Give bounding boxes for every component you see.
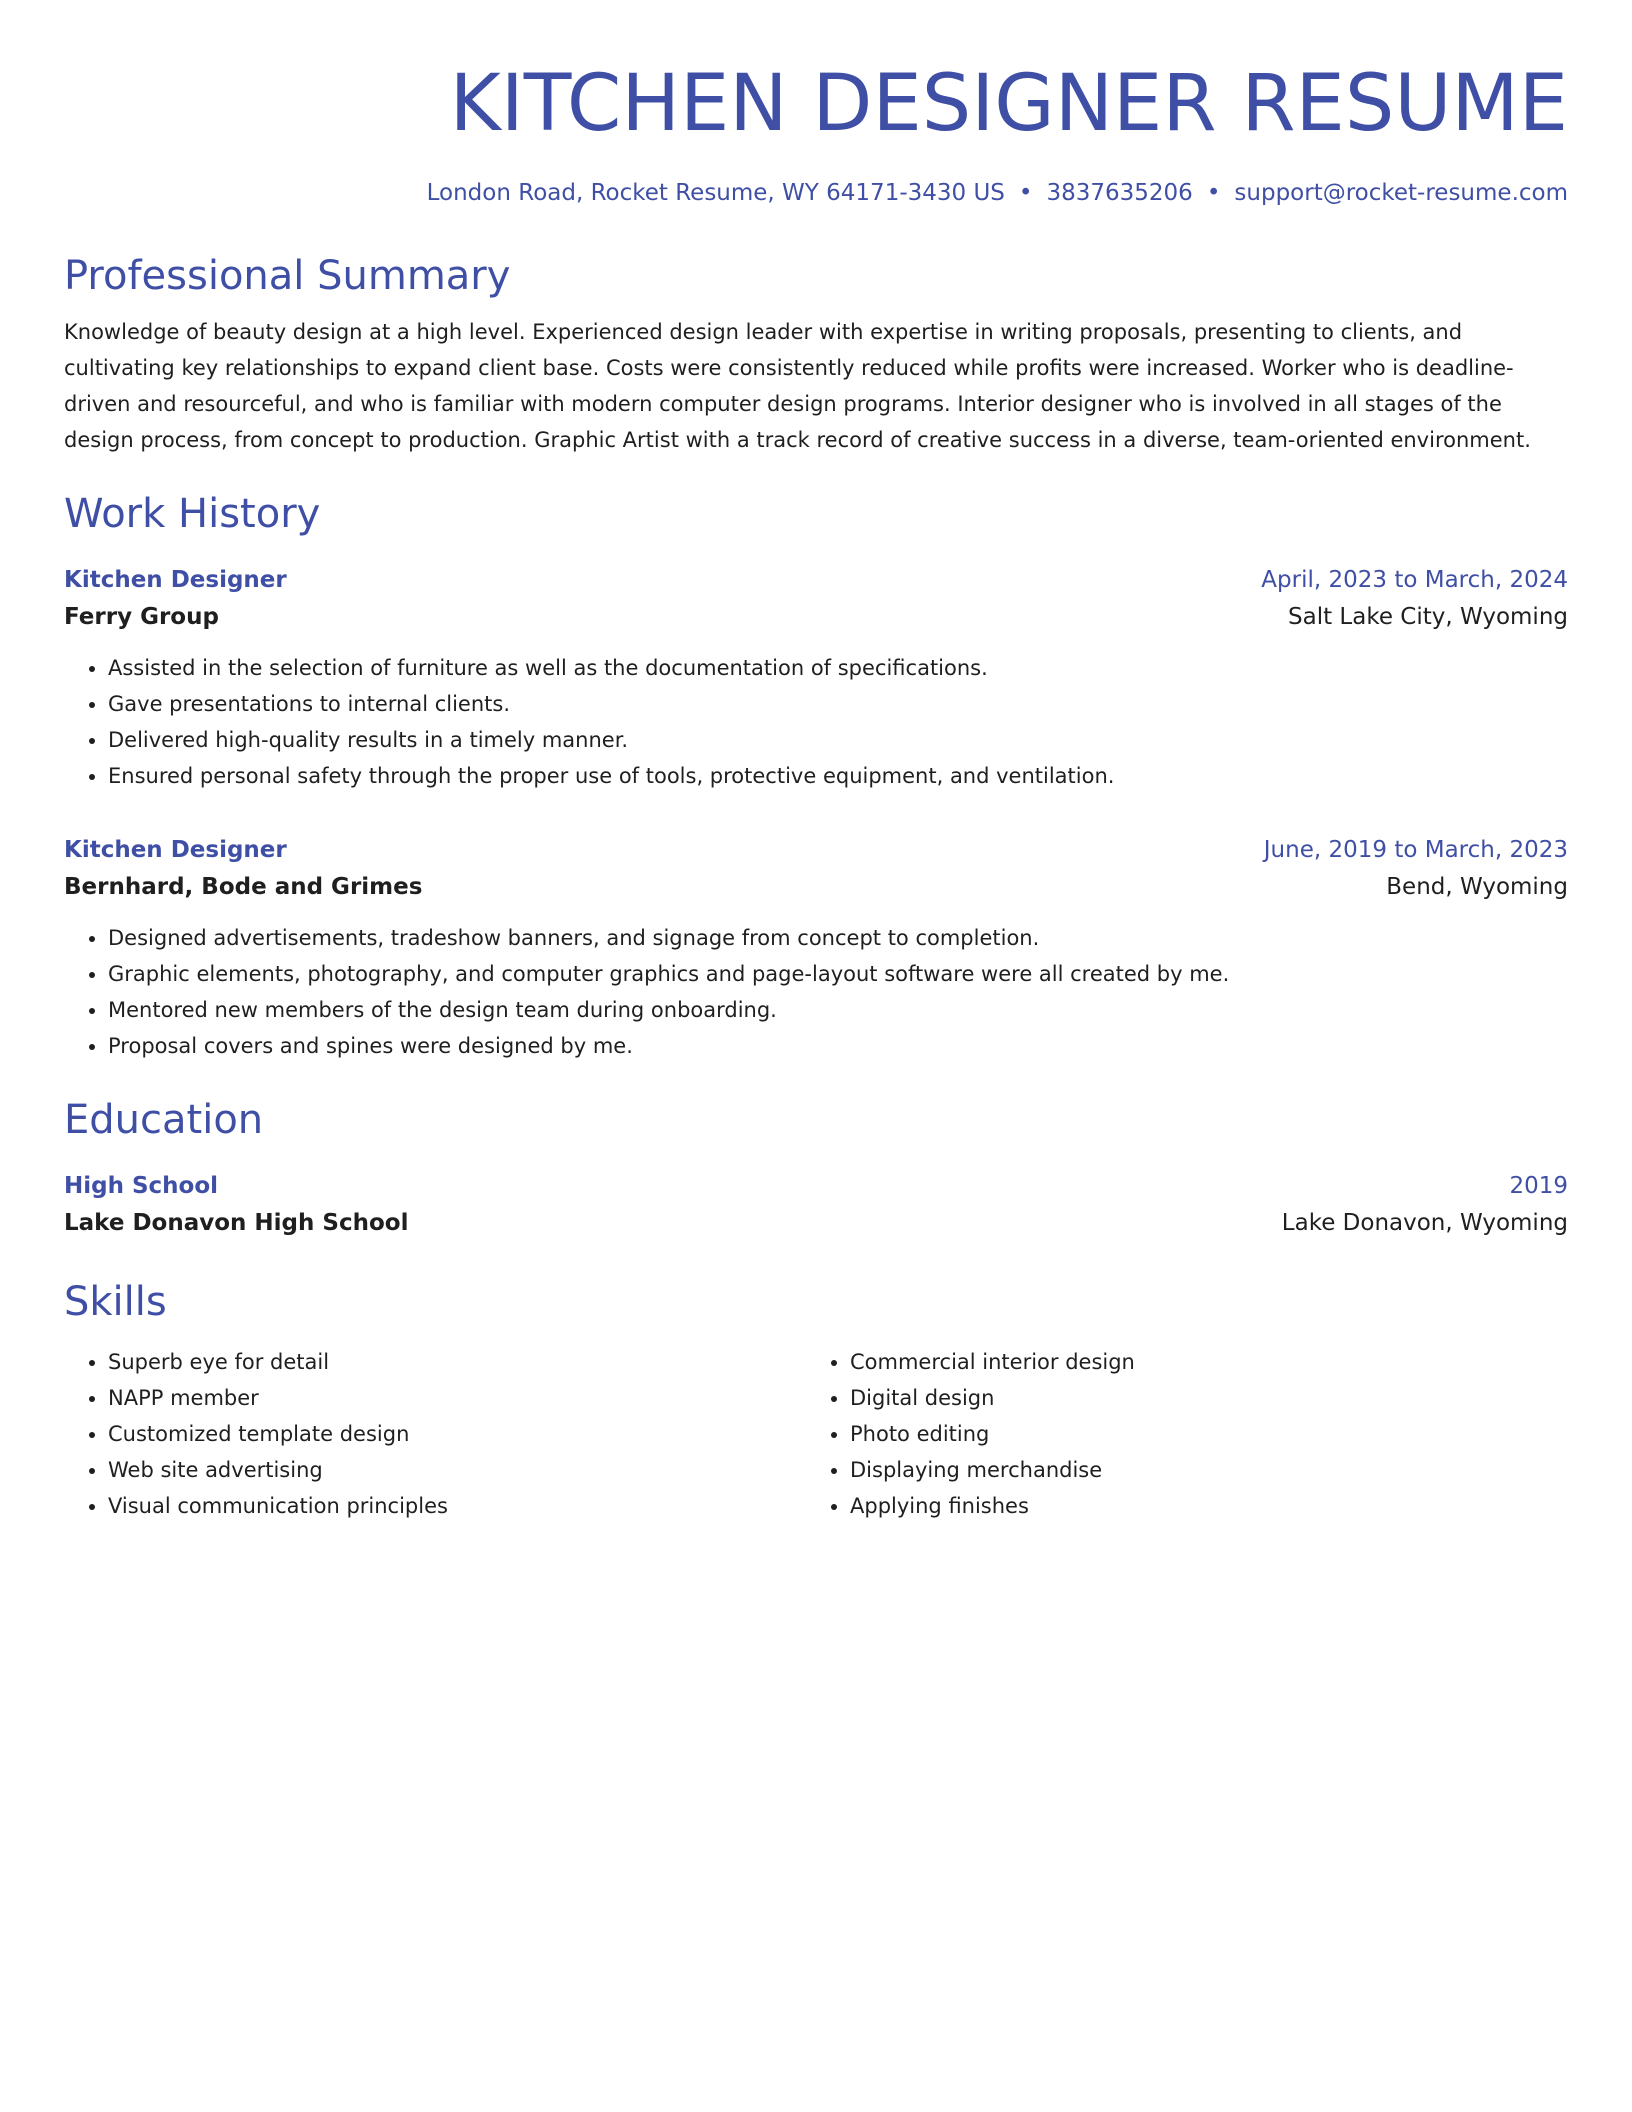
- list-item: • Ensured personal safety through the proper use of tools, protective equipment, and ventilation.: [108, 758, 1568, 794]
- list-item: • Superb eye for detail: [108, 1344, 806, 1380]
- list-item: • NAPP member: [108, 1380, 806, 1416]
- skills-heading: Skills: [64, 1279, 167, 1325]
- job-entry: [64, 832, 1568, 1064]
- list-item: • Displaying merchandise: [850, 1452, 1568, 1488]
- list-item: • Commercial interior design: [850, 1344, 1568, 1380]
- list-item: • Proposal covers and spines were designed by me.: [108, 1028, 1568, 1064]
- job-title: Kitchen Designer: [64, 837, 287, 863]
- education-entry: [64, 1168, 1568, 1242]
- contact-email[interactable]: support@rocket-resume.com: [1234, 180, 1568, 206]
- list-item: • Designed advertisements, tradeshow banners, and signage from concept to completion.: [108, 920, 1568, 956]
- skills-column-left: [64, 1344, 806, 1524]
- list-item: • Graphic elements, photography, and computer graphics and page-layout software were all created by me.: [108, 956, 1568, 992]
- job-bullets: [64, 650, 1568, 794]
- school-name: Lake Donavon High School: [64, 1210, 409, 1236]
- company-name: Bernhard, Bode and Grimes: [64, 874, 423, 900]
- school-location: Lake Donavon, Wyoming: [1281, 1210, 1568, 1236]
- list-item: • Visual communication principles: [108, 1488, 806, 1524]
- job-dates: April, 2023 to March, 2024: [1261, 567, 1568, 593]
- company-name: Ferry Group: [64, 604, 219, 630]
- summary-text: Knowledge of beauty design at a high level. Experienced design leader with expertise in writing proposals, presenting to clients, and cultivating key relationships to expand client base. Costs were consistently reduced while profits were increased. Worker who is deadline-driven and resourceful, and who is familiar with modern computer design programs. Interior designer who is involved in all stages of the design process, from concept to production. Graphic Artist with a track record of creative success in a diverse, team-oriented environment.: [64, 320, 1531, 452]
- list-item: • Assisted in the selection of furniture as well as the documentation of specifications.: [108, 650, 1568, 686]
- job-dates: June, 2019 to March, 2023: [1263, 837, 1568, 863]
- skills-column-right: [806, 1344, 1568, 1524]
- education-heading: Education: [64, 1097, 264, 1143]
- resume-page: [64, 0, 1568, 1524]
- list-item: • Digital design: [850, 1380, 1568, 1416]
- contact-separator: •: [1206, 180, 1221, 206]
- work-history-heading: Work History: [64, 491, 321, 537]
- list-item: • Applying finishes: [850, 1488, 1568, 1524]
- skills-list: [64, 1344, 1568, 1524]
- graduation-year: 2019: [1509, 1173, 1568, 1199]
- contact-separator: •: [1018, 180, 1033, 206]
- list-item: • Gave presentations to internal clients.: [108, 686, 1568, 722]
- contact-phone[interactable]: 3837635206: [1046, 180, 1193, 206]
- contact-address: London Road, Rocket Resume, WY 64171-3430 US: [426, 180, 1005, 206]
- degree: High School: [64, 1173, 219, 1199]
- job-bullets: [64, 920, 1568, 1064]
- job-location: Salt Lake City, Wyoming: [1288, 604, 1568, 630]
- list-item: • Mentored new members of the design team during onboarding.: [108, 992, 1568, 1028]
- list-item: • Photo editing: [850, 1416, 1568, 1452]
- summary-heading: Professional Summary: [64, 253, 511, 299]
- job-entry: [64, 562, 1568, 794]
- list-item: • Delivered high-quality results in a timely manner.: [108, 722, 1568, 758]
- list-item: • Web site advertising: [108, 1452, 806, 1488]
- job-title: Kitchen Designer: [64, 567, 287, 593]
- job-location: Bend, Wyoming: [1386, 874, 1568, 900]
- contact-line: [64, 178, 1568, 208]
- page-title: KITCHEN DESIGNER RESUME: [449, 59, 1568, 149]
- list-item: • Customized template design: [108, 1416, 806, 1452]
